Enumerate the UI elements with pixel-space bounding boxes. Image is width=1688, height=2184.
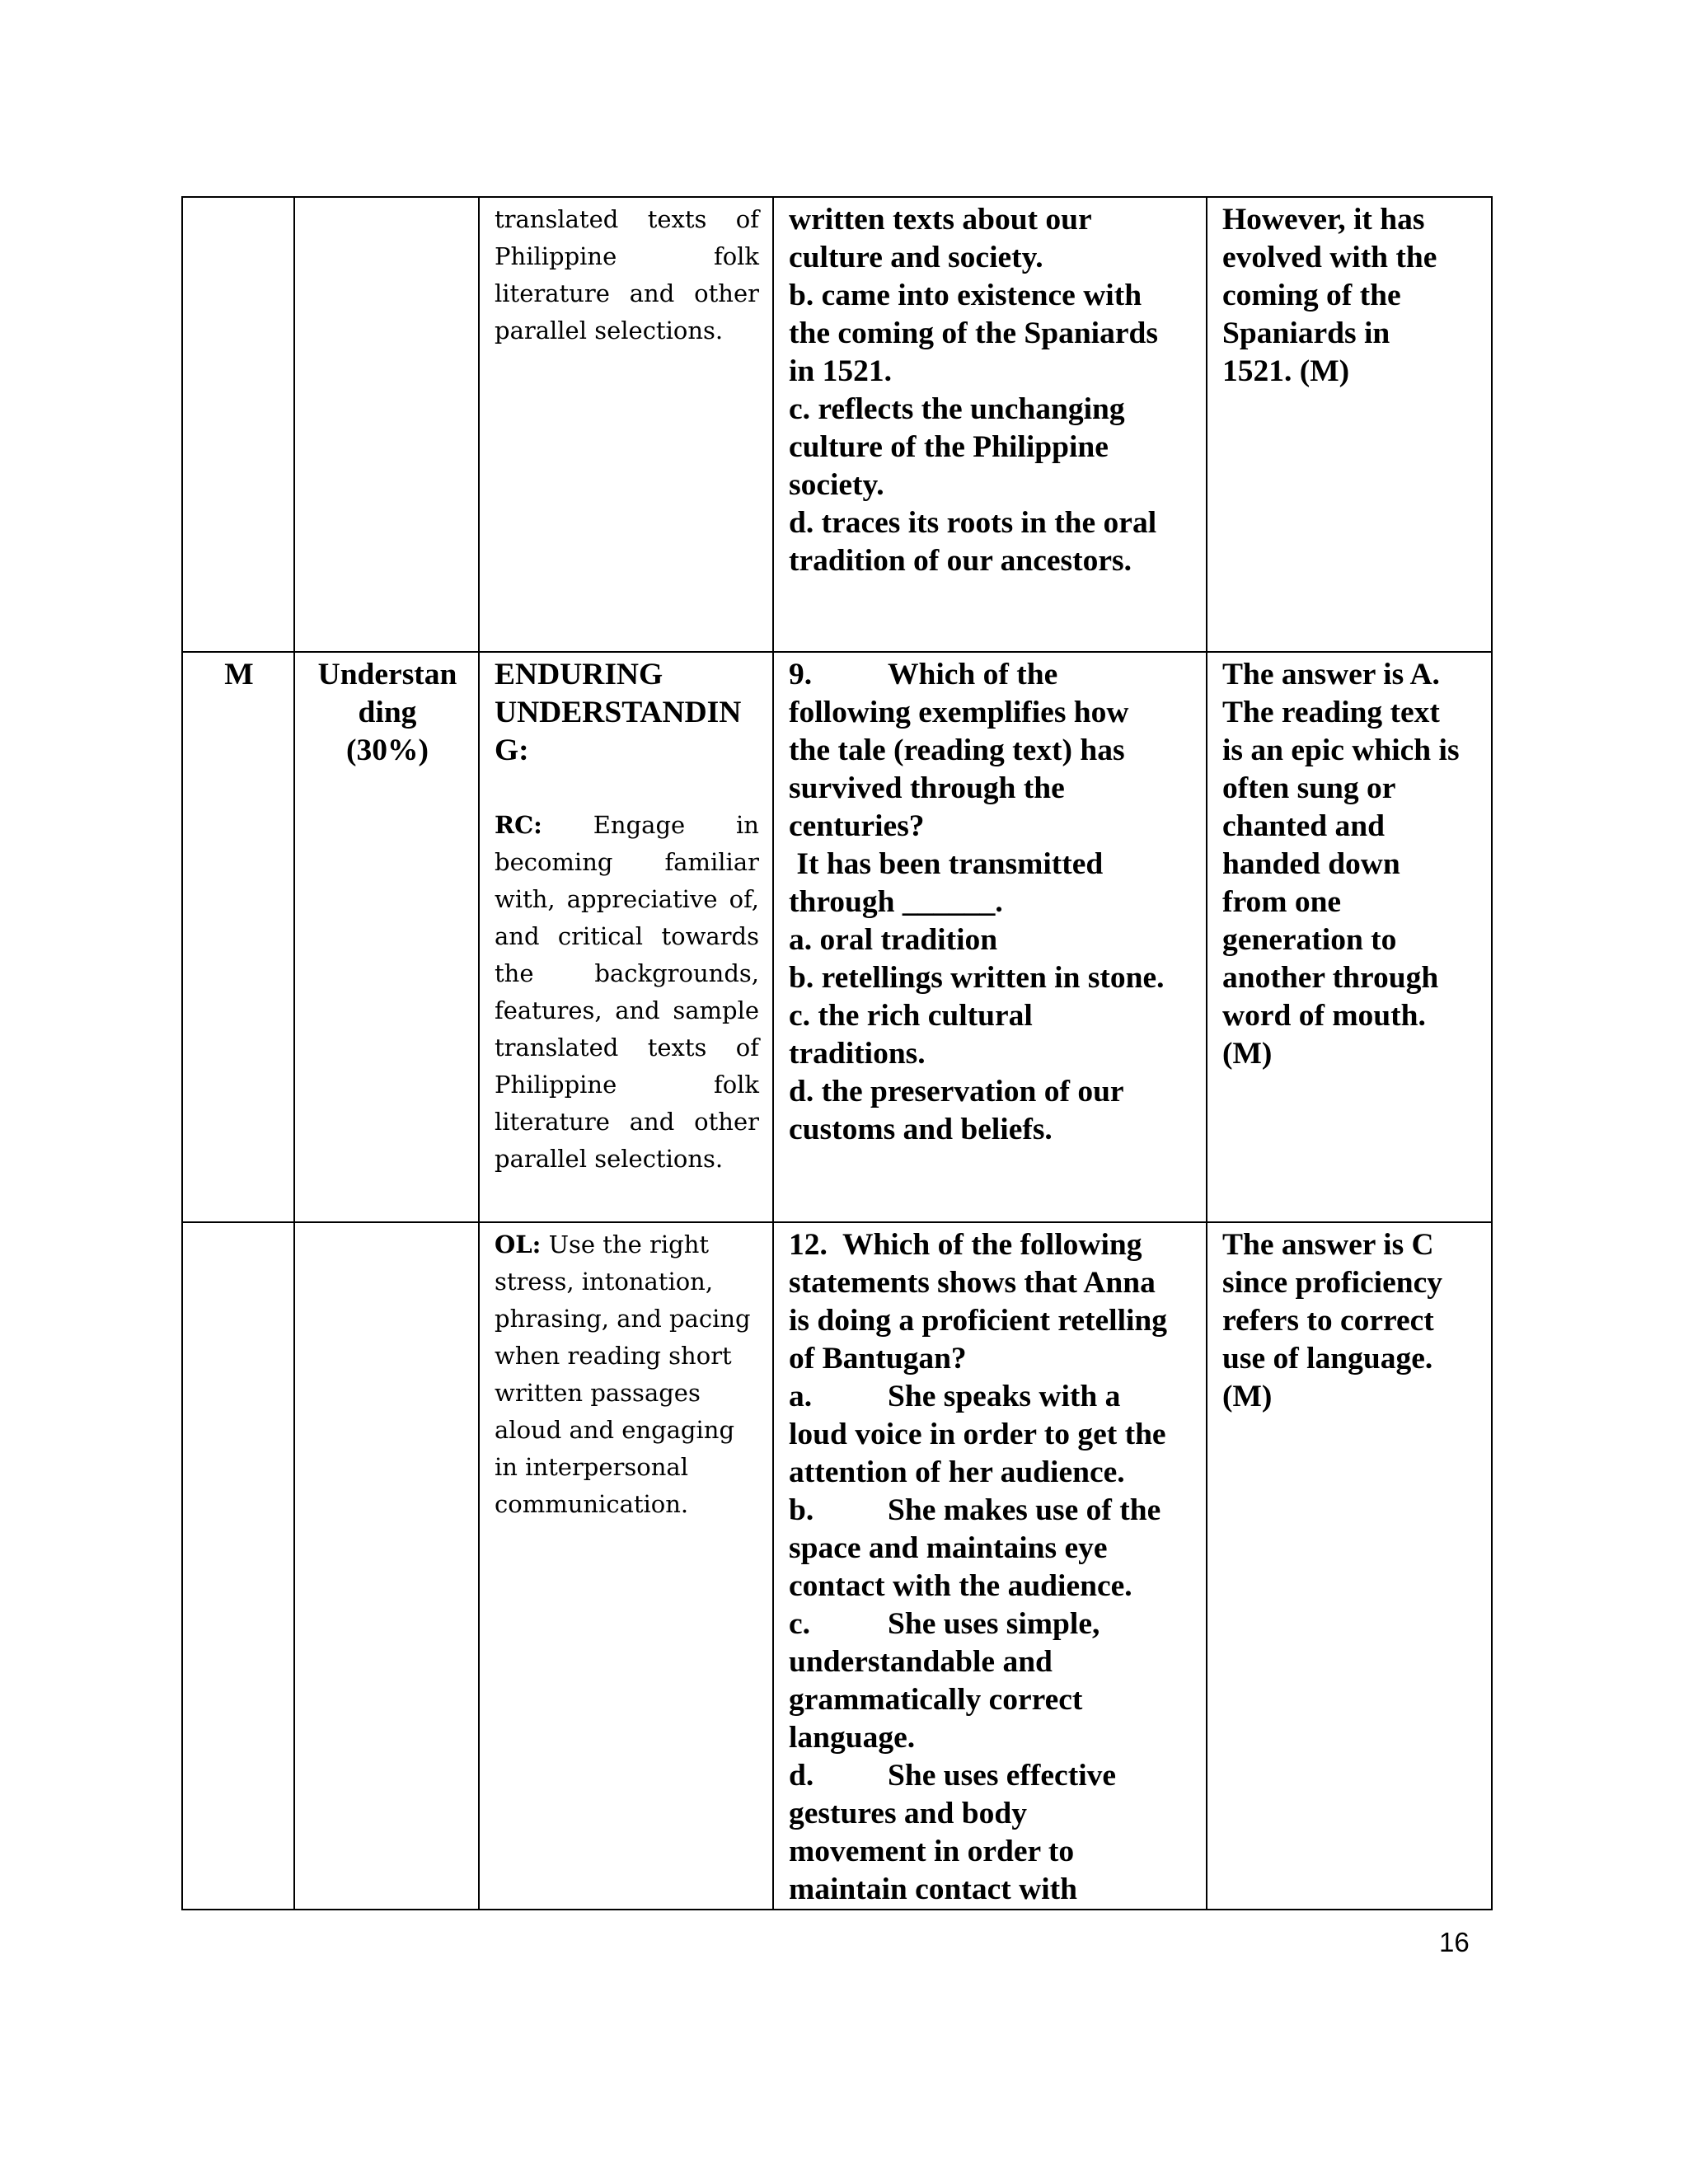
text-line: Philippine folk <box>495 1071 759 1099</box>
text-line: the coming of the Spaniards <box>789 316 1158 350</box>
text-line: evolved with the <box>1222 241 1437 274</box>
text-line: with, appreciative of, <box>495 885 759 913</box>
text-line: The answer is C <box>1222 1228 1434 1262</box>
text-line: use of language. <box>1222 1342 1433 1376</box>
text-line: handed down <box>1222 847 1400 881</box>
text-line: grammatically correct <box>789 1683 1083 1717</box>
text-line: the tale (reading text) has <box>789 733 1125 767</box>
category-cell <box>294 652 479 1222</box>
text-line: stress, intonation, <box>495 1268 714 1296</box>
choice-b <box>789 1492 1193 1530</box>
choice-b: b. retellings written in stone. <box>789 961 1165 995</box>
text-line: literature and other <box>495 1108 759 1136</box>
text-line: communication. <box>495 1490 689 1518</box>
text-line: parallel selections. <box>495 1145 724 1173</box>
page-number: 16 <box>1439 1927 1470 1957</box>
text-line: literature and other <box>495 279 759 307</box>
text-line: following exemplifies how <box>789 696 1129 729</box>
choice-a: a. oral tradition <box>789 923 998 957</box>
text-line: phrasing, and pacing <box>495 1305 751 1333</box>
choice-key: a. <box>789 1380 813 1413</box>
text-line: word of mouth. <box>1222 999 1426 1033</box>
text-line: Spaniards in <box>1222 316 1390 350</box>
text-line: features, and sample <box>495 996 759 1024</box>
text-line: and critical towards <box>495 922 759 950</box>
text-line: c. reflects the unchanging <box>789 392 1125 426</box>
text-line: Philippine folk <box>495 242 759 270</box>
text-line: survived through the <box>789 771 1065 805</box>
table-row <box>182 652 1492 1222</box>
text-line: 1521. (M) <box>1222 354 1350 388</box>
text-line: written texts about our <box>789 203 1092 237</box>
text-line: is doing a proficient retelling <box>789 1304 1168 1338</box>
text-line: is an epic which is <box>1222 733 1460 767</box>
text-line: culture of the Philippine <box>789 430 1109 464</box>
level-cell <box>182 197 294 652</box>
text-line: statements shows that Anna <box>789 1266 1156 1300</box>
competency-label: RC: <box>495 811 542 839</box>
text-line: chanted and <box>1222 809 1385 843</box>
choice-d <box>789 1757 1193 1795</box>
text-line: Understan <box>317 658 457 691</box>
choice-a <box>789 1378 1193 1416</box>
text-line: attention of her audience. <box>789 1455 1125 1489</box>
competency-cell <box>479 197 773 652</box>
text-line: gestures and body <box>789 1797 1027 1830</box>
text-line: of Bantugan? <box>789 1342 967 1376</box>
text-line: another through <box>1222 961 1439 995</box>
question-cell <box>773 197 1207 652</box>
text-line: culture and society. <box>789 241 1043 274</box>
text-line: traditions. <box>789 1037 926 1071</box>
question-number: 9. <box>789 658 813 691</box>
text-line: coming of the <box>1222 279 1401 312</box>
text-fragment: Which of the <box>888 658 1058 691</box>
text-line: society. <box>789 468 884 502</box>
question-stem: 12. Which of the following <box>789 1228 1142 1262</box>
competency-cell <box>479 652 773 1222</box>
competency-label: OL: <box>495 1230 542 1258</box>
text-line: contact with the audience. <box>789 1569 1132 1603</box>
text-line: translated texts of <box>495 205 759 233</box>
category-cell <box>294 1222 479 1910</box>
text-line: in interpersonal <box>495 1453 688 1481</box>
text-line <box>495 1226 759 1263</box>
text-line: written passages <box>495 1379 701 1407</box>
assessment-table <box>181 196 1493 1910</box>
table-row <box>182 1222 1492 1910</box>
text-line: customs and beliefs. <box>789 1113 1053 1146</box>
section-heading: UNDERSTANDIN <box>495 696 742 729</box>
text-fragment: She uses simple, <box>888 1607 1100 1641</box>
text-line: movement in order to <box>789 1835 1075 1868</box>
category-cell <box>294 197 479 652</box>
section-heading: ENDURING <box>495 658 663 691</box>
text-fragment: Engage in <box>593 811 759 839</box>
text-line: aloud and engaging <box>495 1416 735 1444</box>
question-cell <box>773 1222 1207 1910</box>
text-fragment: Use the right <box>548 1230 710 1258</box>
answer-cell <box>1207 197 1492 652</box>
text-line: The reading text <box>1222 696 1440 729</box>
text-line: refers to correct <box>1222 1304 1434 1338</box>
text-line: space and maintains eye <box>789 1531 1108 1565</box>
text-line: in 1521. <box>789 354 893 388</box>
text-line: ding <box>358 696 417 729</box>
level-label: M <box>224 658 254 691</box>
level-cell <box>182 1222 294 1910</box>
competency-cell <box>479 1222 773 1910</box>
question-stem <box>789 656 1193 694</box>
level-cell <box>182 652 294 1222</box>
text-line: The answer is A. <box>1222 658 1440 691</box>
choice-c: c. the rich cultural <box>789 999 1033 1033</box>
text-fragment: She makes use of the <box>888 1493 1161 1527</box>
text-fragment: She speaks with a <box>888 1380 1121 1413</box>
text-line: since proficiency <box>1222 1266 1442 1300</box>
text-line: translated texts of <box>495 1033 759 1062</box>
text-line <box>495 807 759 844</box>
text-line: often sung or <box>1222 771 1396 805</box>
text-line: parallel selections. <box>495 316 724 344</box>
text-line: It has been transmitted <box>789 847 1104 881</box>
section-heading: G: <box>495 733 529 767</box>
text-line: tradition of our ancestors. <box>789 544 1132 578</box>
choice-d: d. the preservation of our <box>789 1075 1124 1108</box>
choice-key: d. <box>789 1759 814 1793</box>
text-line: from one <box>1222 885 1342 919</box>
choice-c <box>789 1605 1193 1643</box>
choice-key: c. <box>789 1607 811 1641</box>
text-line: centuries? <box>789 809 925 843</box>
answer-cell <box>1207 652 1492 1222</box>
text-line: (M) <box>1222 1380 1273 1413</box>
text-line: generation to <box>1222 923 1397 957</box>
text-line: the backgrounds, <box>495 959 759 987</box>
question-cell <box>773 652 1207 1222</box>
text-line: d. traces its roots in the oral <box>789 506 1157 540</box>
text-line: (30%) <box>346 733 429 767</box>
text-line: loud voice in order to get the <box>789 1418 1166 1451</box>
text-line: maintain contact with <box>789 1872 1077 1906</box>
choice-key: b. <box>789 1493 814 1527</box>
text-line: b. came into existence with <box>789 279 1142 312</box>
text-line: However, it has <box>1222 203 1425 237</box>
text-line: (M) <box>1222 1037 1273 1071</box>
text-line: when reading short <box>495 1342 732 1370</box>
text-line: becoming familiar <box>495 848 759 876</box>
table-row <box>182 197 1492 652</box>
text-line: understandable and <box>789 1645 1053 1679</box>
answer-cell <box>1207 1222 1492 1910</box>
text-line: through ______. <box>789 885 1003 919</box>
text-fragment: She uses effective <box>888 1759 1117 1793</box>
text-line: language. <box>789 1721 916 1755</box>
